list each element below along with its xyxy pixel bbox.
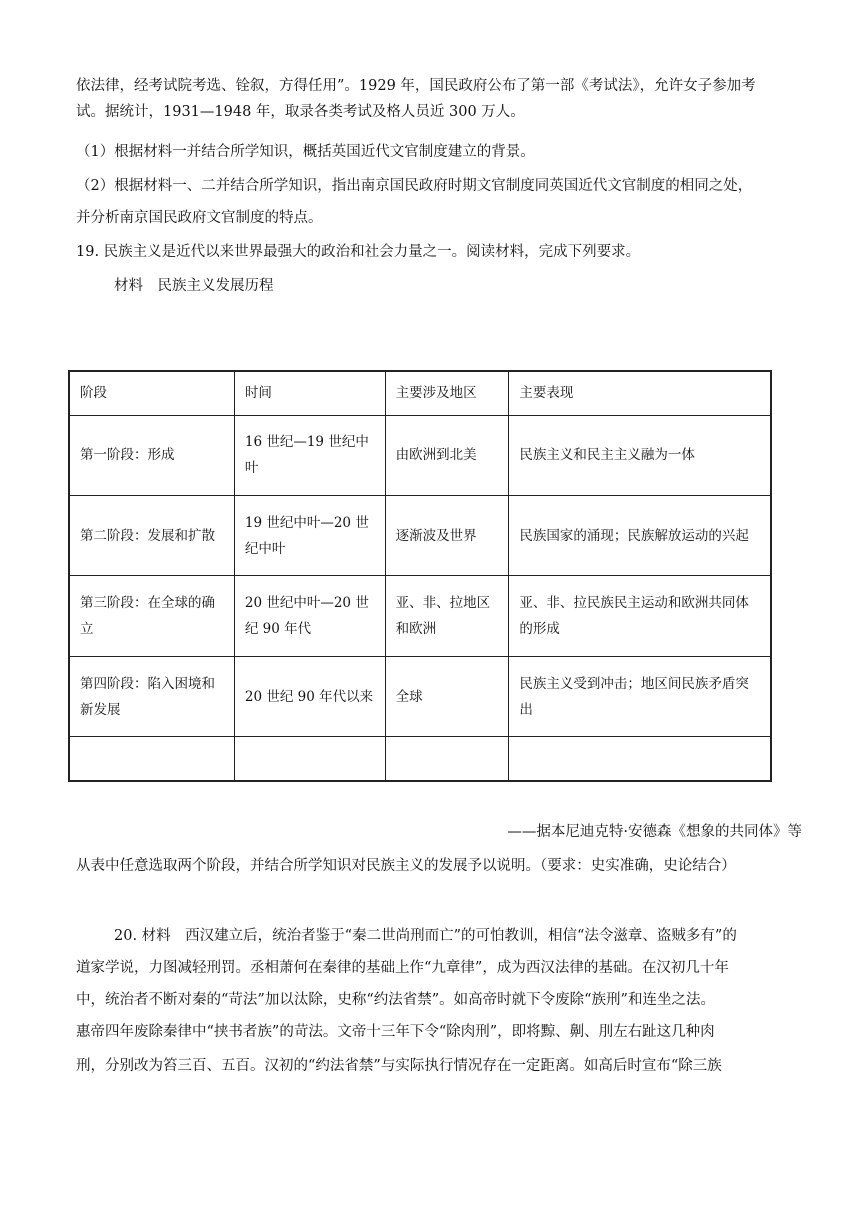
table-cell: 民族国家的涌现；民族解放运动的兴起: [509, 496, 771, 576]
text-line: 试。据统计，1931—1948 年，取录各类考试及格人员近 300 万人。: [76, 104, 525, 120]
table-row-empty: [69, 737, 771, 781]
question-20-line: 道家学说，力图减轻刑罚。丞相萧何在秦律的基础上作“九章律”，成为西汉法律的基础。在汉初几十年: [76, 960, 729, 976]
question-1: （1）根据材料一并结合所学知识，概括英国近代文官制度建立的背景。: [76, 144, 535, 160]
question-19-title: 19. 民族主义是近代以来世界最强大的政治和社会力量之一。阅读材料，完成下列要求。: [76, 244, 641, 260]
table-cell: [234, 737, 385, 781]
table-row: [69, 576, 771, 656]
table-cell: 亚、非、拉地区和欧洲: [385, 576, 509, 656]
table-cell: 20 世纪 90 年代以来: [234, 656, 385, 736]
table-cell: [509, 737, 771, 781]
table-cell: 20 世纪中叶—20 世纪 90 年代: [234, 576, 385, 656]
table-cell: [69, 737, 234, 781]
nationalism-table: [68, 370, 772, 782]
table-cell: 第三阶段：在全球的确立: [69, 576, 234, 656]
question-2-cont: 并分析南京国民政府文官制度的特点。: [76, 210, 323, 226]
table-cell: 第四阶段：陷入困境和新发展: [69, 656, 234, 736]
table-cell: 逐渐波及世界: [385, 496, 509, 576]
table-cell: 由欧洲到北美: [385, 415, 509, 495]
table-header-cell: 主要表现: [509, 371, 771, 415]
question-2: （2）根据材料一、二并结合所学知识，指出南京国民政府时期文官制度同英国近代文官制度的相同之处，: [76, 178, 753, 194]
table-cell: 全球: [385, 656, 509, 736]
source-citation: ——据本尼迪克特·安德森《想象的共同体》等: [507, 824, 802, 840]
question-20-line: 惠帝四年废除秦律中“挟书者族”的苛法。文帝十三年下令“除肉刑”，即将黥、劓、刖左右趾这几种肉: [76, 1024, 715, 1040]
question-20-line: 20. 材料 西汉建立后，统治者鉴于“秦二世尚刑而亡”的可怕教训，相信“法令滋章、盗贼多有”的: [114, 928, 737, 944]
table-cell: 第一阶段：形成: [69, 415, 234, 495]
text-line: 依法律，经考试院考选、铨叙，方得任用”。1929 年，国民政府公布了第一部《考试法》，允许女子参加考: [76, 78, 756, 94]
question-20-line: 刑，分别改为笞三百、五百。汉初的“约法省禁”与实际执行情况存在一定距离。如高后时宣布“除三族: [76, 1058, 722, 1074]
table-row: [69, 415, 771, 495]
table-cell: 第二阶段：发展和扩散: [69, 496, 234, 576]
table-row: [69, 496, 771, 576]
table-header-row: [69, 371, 771, 415]
question-20-line: 中，统治者不断对秦的“苛法”加以汰除，史称“约法省禁”。如高帝时就下令废除“族刑”和连坐之法。: [76, 992, 715, 1008]
table-header-cell: 时间: [234, 371, 385, 415]
table-cell: [385, 737, 509, 781]
table-cell: 民族主义和民主主义融为一体: [509, 415, 771, 495]
table-cell: 16 世纪—19 世纪中叶: [234, 415, 385, 495]
table-row: [69, 656, 771, 736]
table-header-cell: 主要涉及地区: [385, 371, 509, 415]
question-19-requirement: 从表中任意选取两个阶段，并结合所学知识对民族主义的发展予以说明。（要求：史实准确，史论结合）: [76, 858, 736, 874]
table-cell: 亚、非、拉民族民主运动和欧洲共同体的形成: [509, 576, 771, 656]
table-cell: 19 世纪中叶—20 世纪中叶: [234, 496, 385, 576]
table-header-cell: 阶段: [69, 371, 234, 415]
table-cell: 民族主义受到冲击；地区间民族矛盾突出: [509, 656, 771, 736]
material-title: 材料 民族主义发展历程: [114, 278, 274, 294]
